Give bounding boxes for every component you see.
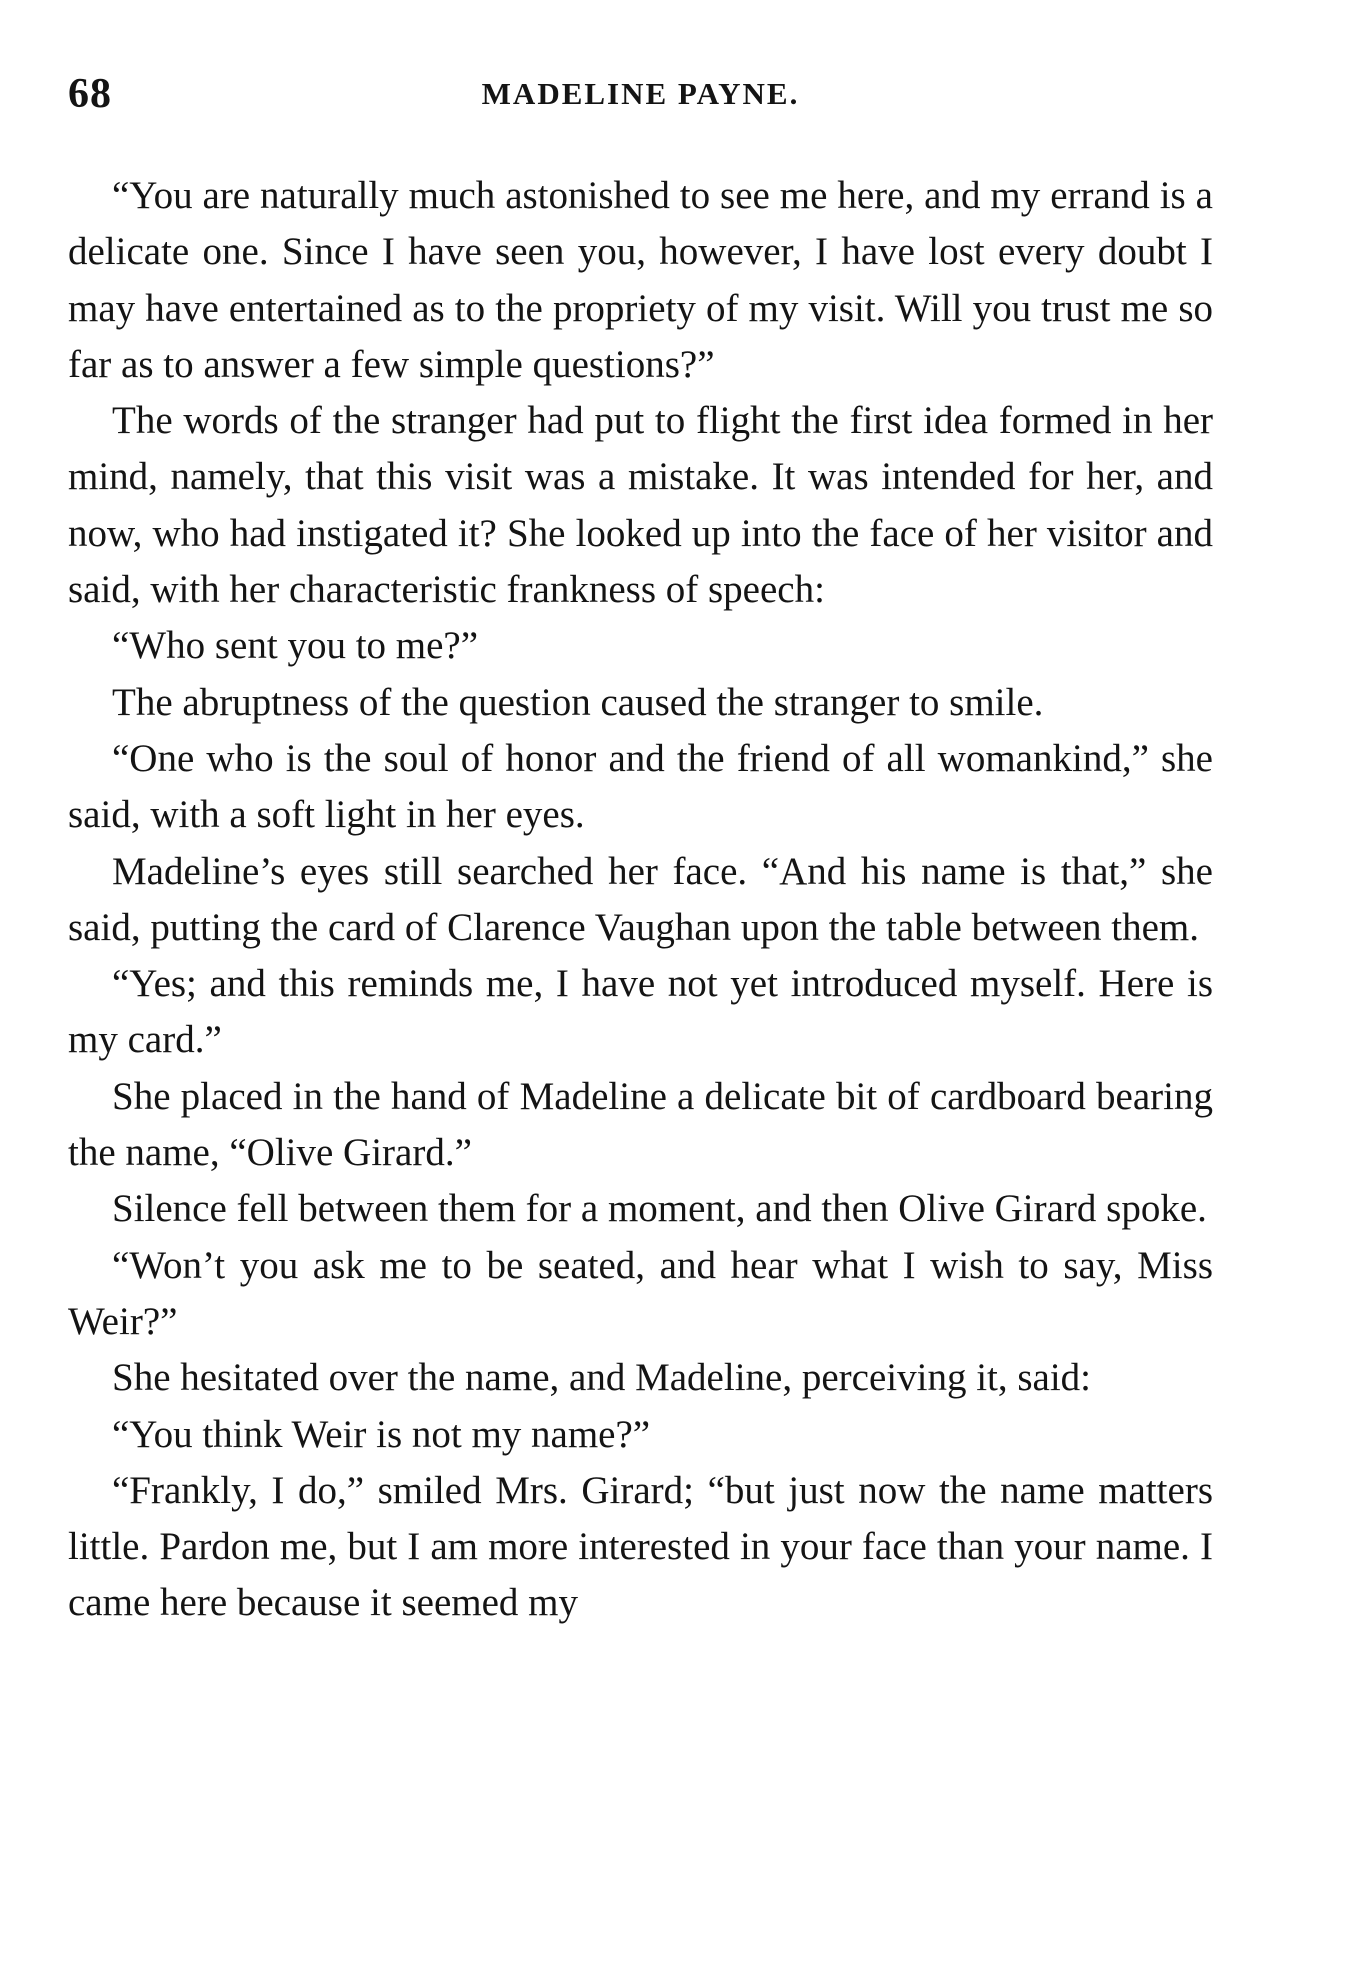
page-number: 68 <box>68 71 112 117</box>
paragraph: She hesitated over the name, and Madeline, perceiving it, said: <box>112 1356 1092 1400</box>
paragraph: “Frankly, I do,” smiled Mrs. Girard; “but just now the name matters little. Pardon me, but I am more interested in your face than your name. I came here because it seemed my <box>68 1468 1213 1625</box>
paragraph: She placed in the hand of Madeline a delicate bit of cardboard bearing the name, “Olive Girard.” <box>68 1074 1213 1175</box>
paragraph: Silence fell between them for a moment, and then Olive Girard spoke. <box>112 1187 1207 1231</box>
paragraph: Madeline’s eyes still searched her face. “And his name is that,” she said, putting the card of Clarence Vaughan upon the table between them. <box>68 849 1213 949</box>
running-head <box>68 70 1213 130</box>
body-text <box>68 168 1213 1632</box>
paragraph: “Who sent you to me?” <box>112 624 479 668</box>
paragraph: The abruptness of the question caused the stranger to smile. <box>112 680 1044 724</box>
paragraph: The words of the stranger had put to flight the first idea formed in her mind, namely, that this visit was a mistake. It was intended for her, and now, who had instigated it? She looked up into the face of her visitor and said, with her characteristic frankness of speech: <box>68 399 1213 612</box>
paragraph: “You are naturally much astonished to see me here, and my errand is a delicate one. Since I have seen you, however, I have lost every doubt I may have entertained as to the propriety of my visit. Will you trust me so far as to answer a few simple questions?” <box>68 174 1213 386</box>
running-title: MADELINE PAYNE. <box>481 76 800 111</box>
paragraph: “Yes; and this reminds me, I have not yet introduced myself. Here is my card.” <box>68 962 1213 1062</box>
paragraph: “Won’t you ask me to be seated, and hear what I wish to say, Miss Weir?” <box>68 1243 1213 1343</box>
paragraph: “You think Weir is not my name?” <box>112 1412 651 1456</box>
paragraph: “One who is the soul of honor and the friend of all womankind,” she said, with a soft light in her eyes. <box>68 736 1213 837</box>
